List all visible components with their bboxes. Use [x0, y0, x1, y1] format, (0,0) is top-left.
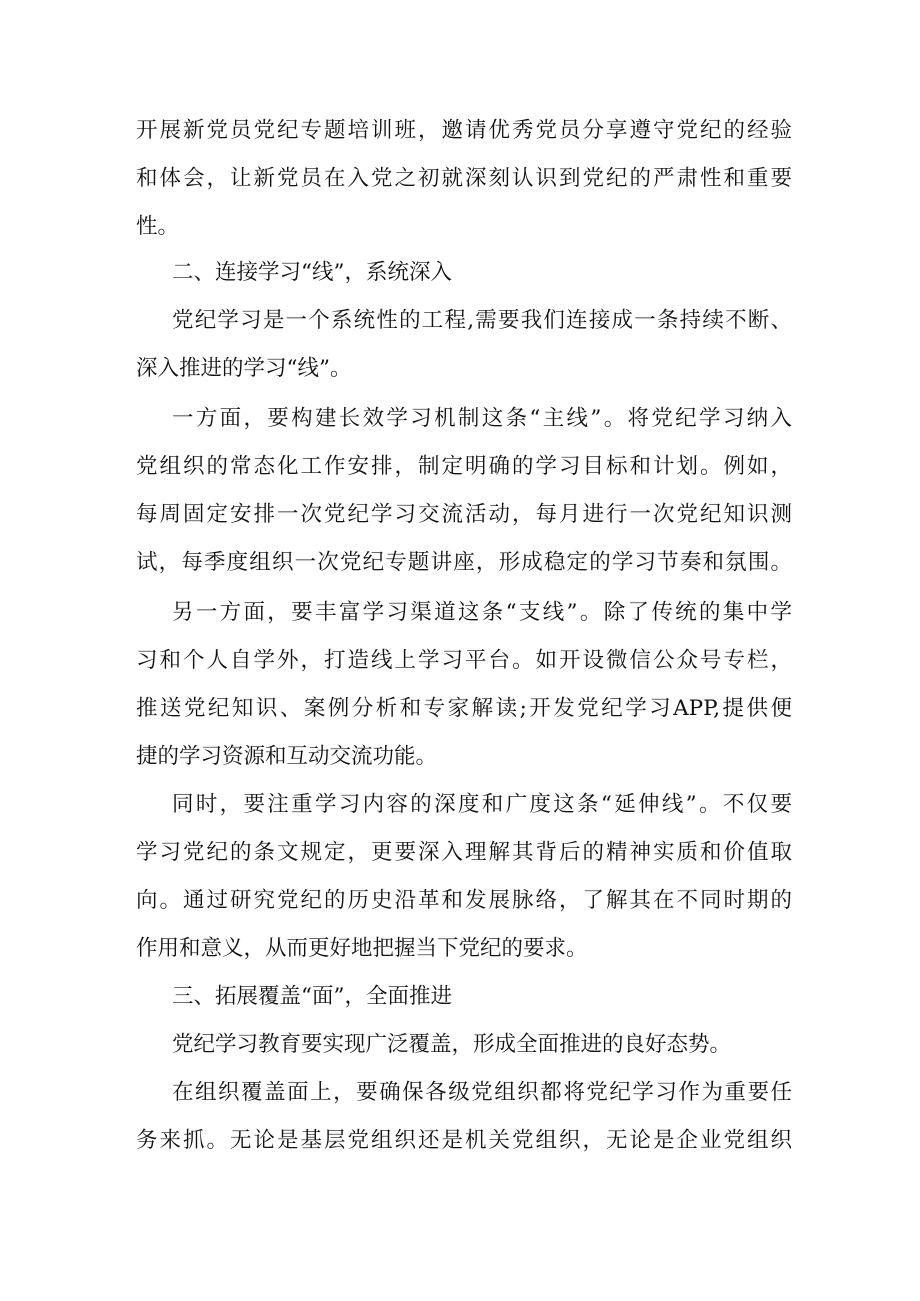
paragraph-line: 另一方面，要丰富学习渠道这条“支线”。除了传统的集中学	[172, 600, 792, 625]
paragraph-line: 试，每季度组织一次党纪专题讲座，形成稳定的学习节奏和氛围。	[136, 550, 792, 575]
paragraph-line: 开展新党员党纪专题培训班，邀请优秀党员分享遵守党纪的经验	[136, 118, 792, 143]
paragraph-line: 每周固定安排一次党纪学习交流活动，每月进行一次党纪知识测	[136, 502, 792, 527]
paragraph-line: 学习党纪的条文规定，更要深入理解其背后的精神实质和价值取	[136, 840, 792, 865]
paragraph-line: 党组织的常态化工作安排，制定明确的学习目标和计划。例如，	[136, 454, 792, 479]
paragraph-line: 在组织覆盖面上，要确保各级党组织都将党纪学习作为重要任	[172, 1080, 792, 1105]
paragraph-line: 同时，要注重学习内容的深度和广度这条“延伸线”。不仅要	[172, 792, 792, 817]
section-heading-2: 二、连接学习“线”，系统深入	[172, 260, 452, 285]
paragraph-line: 捷的学习资源和互动交流功能。	[136, 744, 438, 769]
paragraph-line: 一方面，要构建长效学习机制这条“主线”。将党纪学习纳入	[172, 406, 792, 431]
paragraph-line: 作用和意义，从而更好地把握当下党纪的要求。	[136, 936, 588, 961]
paragraph-line: 性。	[136, 214, 180, 239]
paragraph-line: 向。通过研究党纪的历史沿革和发展脉络，了解其在不同时期的	[136, 888, 792, 913]
section-heading-3: 三、拓展覆盖“面”，全面推进	[172, 984, 452, 1009]
paragraph-line: 深入推进的学习“线”。	[136, 356, 352, 381]
paragraph-line: 党纪学习教育要实现广泛覆盖，形成全面推进的良好态势。	[172, 1032, 732, 1057]
paragraph-line: 务来抓。无论是基层党组织还是机关党组织，无论是企业党组织	[136, 1128, 792, 1153]
paragraph-line: 党纪学习是一个系统性的工程,需要我们连接成一条持续不断、	[172, 308, 792, 333]
paragraph-line: 推送党纪知识、案例分析和专家解读;开发党纪学习APP,提供便	[136, 696, 792, 721]
paragraph-line: 习和个人自学外，打造线上学习平台。如开设微信公众号专栏，	[136, 648, 792, 673]
paragraph-line: 和体会，让新党员在入党之初就深刻认识到党纪的严肃性和重要	[136, 166, 792, 191]
